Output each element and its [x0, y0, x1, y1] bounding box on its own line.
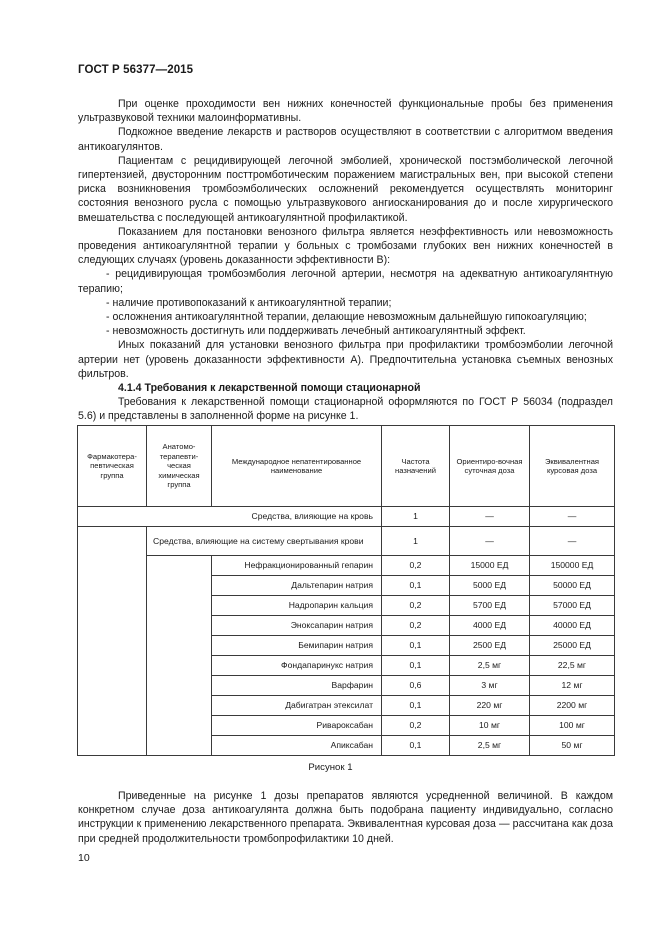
frequency-cell: 0,1: [382, 696, 450, 716]
drug-name: Эноксапарин натрия: [212, 616, 382, 636]
course-dose-cell: 12 мг: [530, 676, 615, 696]
drug-name: Варфарин: [212, 676, 382, 696]
document-header: ГОСТ Р 56377—2015: [78, 64, 194, 76]
daily-dose-cell: 10 мг: [450, 716, 530, 736]
drug-name: Бемипарин натрия: [212, 636, 382, 656]
paragraph: При оценке проходимости вен нижних конечностей функциональные пробы без применения ультразвуковой техники малоинформативны.: [78, 98, 613, 125]
list-item: - невозможность достигнуть или поддерживать лечебный антикоагулянтный эффект.: [106, 325, 526, 338]
course-dose-cell: —: [530, 507, 615, 527]
frequency-cell: 0,1: [382, 576, 450, 596]
subsection-title: 4.1.4 Требования к лекарственной помощи стационарной: [118, 382, 421, 395]
frequency-cell: 0,2: [382, 716, 450, 736]
footer-text: [78, 789, 613, 846]
body-text: [78, 97, 613, 424]
table-row: [78, 527, 615, 556]
paragraph: Подкожное введение лекарств и растворов осуществляют в соответствии с алгоритмом введения антикоагулянтов.: [78, 126, 613, 153]
daily-dose-cell: —: [450, 507, 530, 527]
paragraph: Пациентам с рецидивирующей легочной эмболией, хронической постэмболической легочной гипертензией, двусторонним посттромботическим поражением магистральных вен, при высокой степени риска возникновения тромбоэмболических осложнений рекомендуется осуществлять мониторинг состояния венозного русла с помощью ультразвукового ангиосканирования до и после хирургического вмешательства с последующей антикоагулянтной профилактикой.: [78, 154, 613, 224]
drug-name: Апиксабан: [212, 736, 382, 756]
frequency-cell: 1: [382, 527, 450, 556]
list-item: - рецидивирующая тромбоэмболия легочной артерии, несмотря на адекватную антикоагулянтную терапию;: [78, 268, 613, 295]
daily-dose-cell: 5700 ЕД: [450, 596, 530, 616]
daily-dose-cell: 15000 ЕД: [450, 556, 530, 576]
table-row: [78, 556, 615, 576]
drug-name: Нефракционированный гепарин: [212, 556, 382, 576]
frequency-cell: 0,2: [382, 596, 450, 616]
drug-name: Ривароксабан: [212, 716, 382, 736]
page-number: 10: [78, 852, 90, 864]
daily-dose-cell: 2,5 мг: [450, 656, 530, 676]
column-header: Международное непатентированное наименование: [212, 426, 382, 507]
course-dose-cell: 100 мг: [530, 716, 615, 736]
frequency-cell: 1: [382, 507, 450, 527]
daily-dose-cell: 4000 ЕД: [450, 616, 530, 636]
course-dose-cell: —: [530, 527, 615, 556]
list-item: - осложнения антикоагулянтной терапии, делающие невозможным дальнейшую гипокоагуляцию;: [106, 311, 587, 324]
course-dose-cell: 50 мг: [530, 736, 615, 756]
frequency-cell: 0,1: [382, 656, 450, 676]
paragraph: Иных показаний для установки венозного фильтра при профилактики тромбоэмболии легочной артерии нет (уровень доказанности эффективности А). Предпочтительна установка съемных венозных фильтров.: [78, 339, 613, 380]
list-item: - наличие противопоказаний к антикоагулянтной терапии;: [106, 296, 392, 309]
course-dose-cell: 150000 ЕД: [530, 556, 615, 576]
drug-name: Дабигатран этексилат: [212, 696, 382, 716]
daily-dose-cell: 5000 ЕД: [450, 576, 530, 596]
paragraph: Требования к лекарственной помощи стационарной оформляются по ГОСТ Р 56034 (подраздел 5.6) и представлены в заполненной форме на рисунке 1.: [78, 396, 613, 423]
empty-cell: [78, 527, 147, 756]
frequency-cell: 0,2: [382, 556, 450, 576]
empty-cell: [147, 556, 212, 756]
table-header-row: [78, 426, 615, 507]
column-header: Анатомо-терапевти-ческая химическая группа: [147, 426, 212, 507]
group-name: Средства, влияющие на кровь: [78, 507, 382, 527]
course-dose-cell: 57000 ЕД: [530, 596, 615, 616]
daily-dose-cell: —: [450, 527, 530, 556]
course-dose-cell: 40000 ЕД: [530, 616, 615, 636]
course-dose-cell: 2200 мг: [530, 696, 615, 716]
course-dose-cell: 25000 ЕД: [530, 636, 615, 656]
frequency-cell: 0,6: [382, 676, 450, 696]
frequency-cell: 0,1: [382, 636, 450, 656]
drug-name: Фондапаринукс натрия: [212, 656, 382, 676]
medication-table: [77, 425, 615, 756]
column-header: Частота назначений: [382, 426, 450, 507]
daily-dose-cell: 220 мг: [450, 696, 530, 716]
paragraph: Приведенные на рисунке 1 дозы препаратов являются усредненной величиной. В каждом конкретном случае доза антикоагулянта должна быть подобрана пациенту индивидуально, согласно инструкции к применению лекарственного препарата. Эквивалентная курсовая доза — рассчитана как доза при средней продолжительности тромбопрофилактики 10 дней.: [78, 790, 613, 845]
table-row: [78, 507, 615, 527]
course-dose-cell: 22,5 мг: [530, 656, 615, 676]
column-header: Фармакотера-певтическая группа: [78, 426, 147, 507]
group-name: Средства, влияющие на систему свертывания крови: [147, 527, 382, 556]
daily-dose-cell: 2,5 мг: [450, 736, 530, 756]
frequency-cell: 0,1: [382, 736, 450, 756]
course-dose-cell: 50000 ЕД: [530, 576, 615, 596]
column-header: Эквивалентная курсовая доза: [530, 426, 615, 507]
daily-dose-cell: 3 мг: [450, 676, 530, 696]
drug-name: Дальтепарин натрия: [212, 576, 382, 596]
frequency-cell: 0,2: [382, 616, 450, 636]
drug-name: Надропарин кальция: [212, 596, 382, 616]
daily-dose-cell: 2500 ЕД: [450, 636, 530, 656]
figure-caption: Рисунок 1: [308, 762, 353, 773]
paragraph: Показанием для постановки венозного фильтра является неэффективность или невозможность проведения антикоагулянтной терапии у больных с тромбозами глубоких вен нижних конечностей в следующих случаях (уровень доказанности эффективности В):: [78, 225, 613, 267]
column-header: Ориентиро-вочная суточная доза: [450, 426, 530, 507]
